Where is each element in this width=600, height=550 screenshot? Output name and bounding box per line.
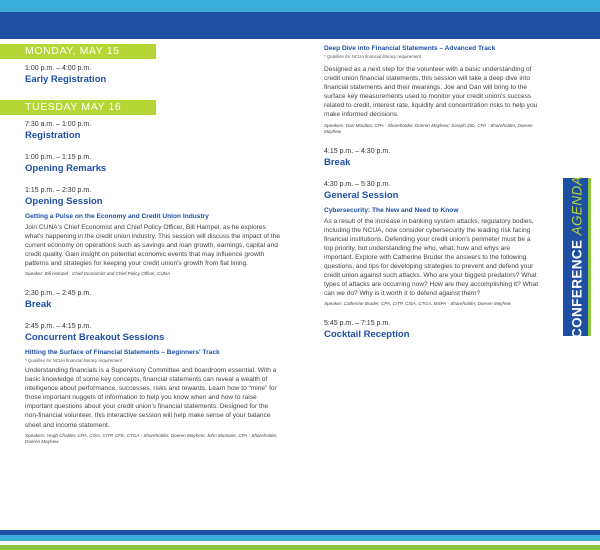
session-time: 2:45 p.m. – 4:15 p.m.: [25, 322, 92, 330]
footer-stripe: [0, 545, 600, 550]
session-time: 7:30 a.m. – 1:00 p.m.: [25, 121, 92, 128]
header-dark-stripe: [0, 12, 600, 39]
session-description: Join CUNA's Chief Economist and Chief Policy Officer, Bill Hampel, as he explores what's happening in the credit union industry. This session will discuss the impact of the current economy on operations such as savings and loan growth, earnings, capital and credit quality. Gain insight on potential economic events that may influence growth patterns and strategies for keeping your credit union's growth from flat lining.: [25, 224, 281, 268]
right-column: [324, 44, 539, 341]
header-light-stripe: [0, 0, 600, 12]
session-title: Opening Session: [25, 196, 103, 207]
side-tab-word-agenda: AGENDA: [569, 175, 585, 236]
conference-agenda-tab: [563, 175, 591, 339]
session-description: Understanding financials is a Supervisory Committee and boardroom essential. With a basic knowledge of some key concepts, financial statements can reveal a wealth of intelligence about performance, successes, risks and rewards. Learn how to “mine” for those important nuggets of information to help you know when and how to raise important questions about your credit union's financial statements. Designed for the non-financial volunteer, this interactive session will help make sense of your balance sheet and income statement.: [25, 366, 277, 429]
session-time: 5:45 p.m. – 7:15 p.m.: [324, 319, 391, 327]
session-title: Break: [324, 156, 351, 168]
day-banner-tuesday: TUESDAY MAY 16: [0, 100, 156, 115]
session-subtitle: Getting a Pulse on the Economy and Credit Union Industry: [25, 213, 209, 220]
session-note: * Qualifies for NCUA financial literacy requirement: [324, 54, 421, 59]
session-time: 1:00 p.m. – 1:15 p.m.: [25, 154, 92, 161]
session-title: Cocktail Reception: [324, 328, 410, 340]
footer-band: [0, 530, 600, 550]
session-speaker: Speaker: Catherine Bruder, CPA, CITP, CISA, CTGA, MSPA - Shareholder, Doeren Mayhew: [324, 301, 511, 307]
session-subtitle: Hitting the Surface of Financial Statements – Beginners' Track: [25, 348, 220, 356]
side-tab-word-conference: CONFERENCE: [569, 239, 585, 339]
session-time: 1:15 p.m. – 2:30 p.m.: [25, 187, 92, 194]
session-time: 4:15 p.m. – 4:30 p.m.: [324, 147, 391, 155]
session-time: 2:30 p.m. – 2:45 p.m.: [25, 289, 92, 297]
session-title: Opening Remarks: [25, 163, 107, 174]
session-time: 1:00 p.m. – 4:00 p.m.: [25, 65, 92, 72]
session-description: Designed as a next step for the volunteer with a basic understanding of credit union financial statements, this session will take a deep dive into financial statements and their meanings. Joe and Dan will bring to the surface key measurements used to monitor your credit union's success related to credit, interest rate, liquidity and concentration risks to help you make informed decisions.: [324, 66, 538, 119]
header-band: [0, 0, 600, 39]
day-banner-monday: MONDAY, MAY 15: [0, 44, 156, 59]
session-title: Break: [25, 298, 52, 310]
left-column: [25, 44, 280, 446]
session-title: Early Registration: [25, 74, 107, 85]
side-tab-label: [570, 176, 585, 338]
session-speaker: Speaker: Bill Hampel - Chief Economist and Chief Policy Officer, CUNA: [25, 271, 171, 277]
session-title: Registration: [25, 130, 81, 141]
session-speaker: Speakers: Dan Moulton, CPA - Shareholder, Doeren Mayhew; Joseph Zito, CPA - Shareholder, Doeren Mayhew: [324, 122, 533, 135]
session-title: Concurrent Breakout Sessions: [25, 331, 165, 343]
session-speaker: Speakers: Hugh Chalder, CPA, CISA, CITP, CFE, CTGA - Shareholder, Doeren Mayhew; John Mumane, CPA - Shareholder, Doeren Mayhew: [25, 432, 278, 445]
session-title: General Session: [324, 189, 399, 201]
session-subtitle: Deep Dive into Financial Statements – Advanced Track: [324, 45, 496, 52]
session-time: 4:30 p.m. – 5:30 p.m.: [324, 180, 391, 188]
session-note: * Qualifies for NCUA financial literacy requirement: [25, 357, 122, 363]
session-subtitle: Cybersecurity: The New and Need to Know: [324, 206, 459, 214]
session-description: As a result of the increase in banking system attacks, regulatory bodies, including the NCUA, now consider cybersecurity the leading risk facing financial institutions. Defending your credit union's perimeter must be a top priority, but understanding the who, what, how and whys are important. Explore with Catherine Bruder the answers to the following questions, and tips for developing strategies to prevent and defend your credit union against such attacks. Who are your biggest predators? What types of attacks are occurring now? How are they accomplishing it? What can we do? Why is it worth it to defend against them?: [324, 217, 539, 298]
